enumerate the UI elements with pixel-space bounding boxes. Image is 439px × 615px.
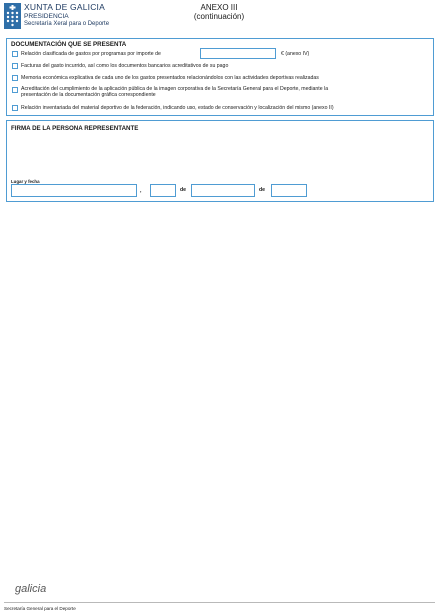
comma-separator: , [140,188,142,194]
footer-divider [4,602,435,603]
signature-title: FIRMA DE LA PERSONA REPRESENTANTE [11,125,139,132]
org-name: XUNTA DE GALICIA [24,2,105,12]
signature-panel [6,120,434,202]
de-separator-2: de [259,187,266,193]
checkbox-expense-list[interactable] [12,51,18,57]
item-corporate-image-line1: Acreditación del cumplimiento de la aplicación pública de la imagen corporativa de la Secretaría General para el Deporte, mediante la [21,86,329,92]
documentation-title: DOCUMENTACIÓN QUE SE PRESENTA [11,41,127,48]
item-expense-list-label: Relación clasificada de gastos por programas por importe de [21,51,161,57]
item-corporate-image-line2: presentación de la documentación gráfica correspondiente [21,92,156,98]
org-brand [24,3,109,27]
annex-heading [158,3,280,21]
amount-suffix: € (anexo IV) [281,51,310,57]
documentation-panel [6,38,434,116]
checkbox-inventory[interactable] [12,105,18,111]
item-invoices-label: Facturas del gasto incurrido, así como los documentos bancarios acreditativos de su pago [21,63,229,69]
annex-subtitle: (continuación) [193,12,245,22]
checkbox-economic-report[interactable] [12,75,18,81]
galicia-footer-logo: galicia [15,583,47,595]
annex-title: ANEXO III [200,3,238,12]
month-input[interactable] [191,184,255,197]
item-inventory-label: Relación inventariada del material deportivo de la federación, indicando uso, estado de conservación y localización del mismo (anexo II) [21,105,334,111]
org-department: PRESIDENCIA [24,12,69,20]
place-input[interactable] [11,184,137,197]
item-economic-report-label: Memoria económica explicativa de cada uno de los gastos presentados relacionándolos con las actividades deportivas realizadas [21,75,319,81]
amount-input[interactable] [200,48,276,59]
place-date-label: Lugar y fecha [11,179,40,184]
checkbox-invoices[interactable] [12,63,18,69]
xunta-crest-logo [4,3,21,29]
org-office: Secretaría Xeral para o Deporte [24,21,110,28]
de-separator-1: de [180,187,187,193]
checkbox-corporate-image[interactable] [12,87,18,93]
day-input[interactable] [150,184,176,197]
year-input[interactable] [271,184,307,197]
footer-office: Secretaría General para el Deporte [4,606,76,611]
